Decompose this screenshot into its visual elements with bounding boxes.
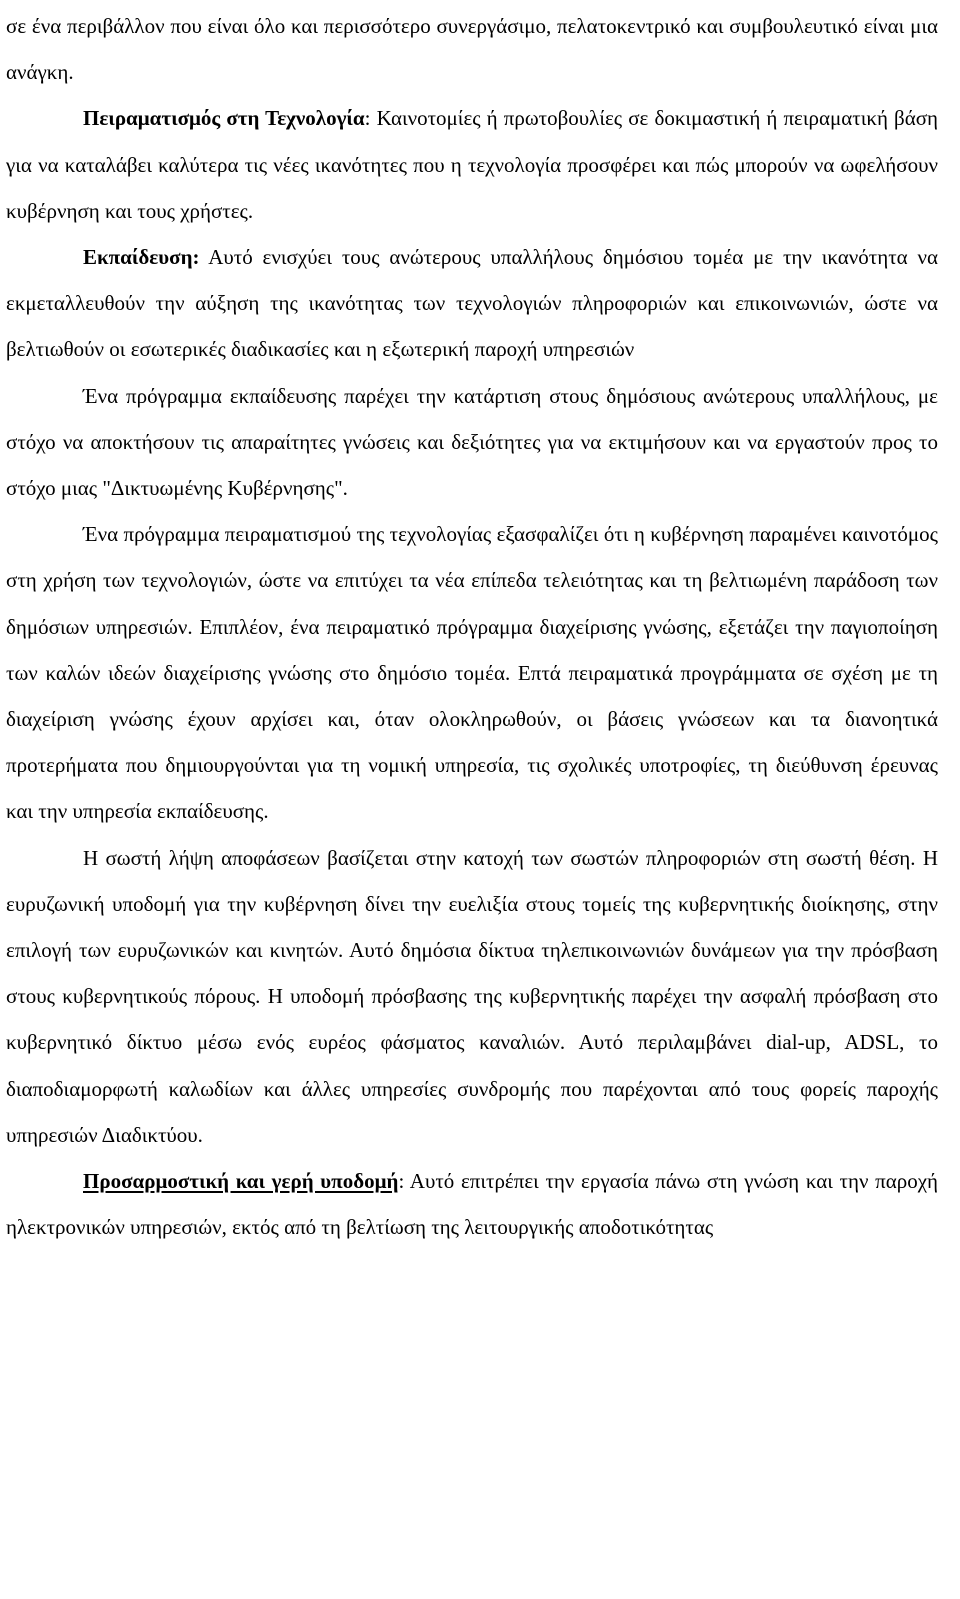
paragraph-technology-experimentation	[6, 95, 938, 234]
paragraph-education-program	[6, 373, 938, 512]
document-page	[6, 3, 938, 1250]
paragraph-text: Η σωστή λήψη αποφάσεων βασίζεται στην κατοχή των σωστών πληροφοριών στη σωστή θέση. Η ευρυζωνική υποδομή για την κυβέρνηση δίνει την ευελιξία στους τομείς της κυβερνητικής διοίκησης, στην επιλογή των ευρυζωνικών και κινητών. Αυτό δημόσια δίκτυα τηλεπικοινωνιών δυνάμεων για την πρόσβαση στους κυβερνητικούς πόρους. Η υποδομή πρόσβασης της κυβερνητικής παρέχει την ασφαλή πρόσβαση στο κυβερνητικό δίκτυο μέσω ενός ευρέος φάσματος καναλιών. Αυτό περιλαμβάνει dial-up, ADSL, το διαποδιαμορφωτή καλωδίων και άλλες υπηρεσίες συνδρομής που παρέχονται από τους φορείς παροχής υπηρεσιών Διαδικτύου.	[6, 845, 938, 1147]
paragraph-text: Ένα πρόγραμμα εκπαίδευσης παρέχει την κατάρτιση στους δημόσιους ανώτερους υπαλλήλους, με στόχο να αποκτήσουν τις απαραίτητες γνώσεις και δεξιότητες για να εκτιμήσουν και να εργαστούν προς το στόχο μιας "Δικτυωμένης Κυβέρνησης".	[6, 383, 938, 501]
paragraph-education	[6, 234, 938, 373]
paragraph-experimentation-program	[6, 511, 938, 834]
term-education: Εκπαίδευση:	[83, 245, 200, 270]
paragraph-text: σε ένα περιβάλλον που είναι όλο και περισσότερο συνεργάσιμο, πελατοκεντρικό και συμβουλευτικό είναι μια ανάγκη.	[6, 14, 938, 85]
paragraph-text: : Καινοτομίες ή πρωτοβουλίες σε δοκιμαστική ή πειραματική βάση για να καταλάβει καλύτερα τις νέες ικανότητες που η τεχνολογία προσφέρει και πώς μπορούν να ωφελήσουν κυβέρνηση και τους χρήστες.	[6, 106, 939, 223]
paragraph-decision-making	[6, 835, 938, 1158]
term-technology-experimentation: Πειραματισμός στη Τεχνολογία	[83, 106, 365, 131]
paragraph-text: : Αυτό επιτρέπει την εργασία πάνω στη γνώση και την παροχή ηλεκτρονικών υπηρεσιών, εκτός από τη βελτίωση της λειτουργικής αποδοτικότητας	[6, 1169, 939, 1240]
paragraph-text: Αυτό ενισχύει τους ανώτερους υπαλλήλους δημόσιου τομέα με την ικανότητα να εκμεταλλευθούν την αύξηση της ικανότητας των τεχνολογιών πληροφοριών και επικοινωνιών, ώστε να βελτιωθούν οι εσωτερικές διαδικασίες και η εξωτερική παροχή υπηρεσιών	[6, 245, 938, 362]
paragraph-adaptive-infrastructure	[6, 1158, 938, 1250]
paragraph-intro-continuation	[6, 3, 938, 95]
term-adaptive-infrastructure: Προσαρμοστική και γερή υποδομή	[83, 1169, 399, 1194]
paragraph-text: Ένα πρόγραμμα πειραματισμού της τεχνολογίας εξασφαλίζει ότι η κυβέρνηση παραμένει καινοτόμος στη χρήση των τεχνολογιών, ώστε να επιτύχει τα νέα επίπεδα τελειότητας και τη βελτιωμένη παράδοση των δημόσιων υπηρεσιών. Επιπλέον, ένα πειραματικό πρόγραμμα διαχείρισης γνώσης, εξετάζει την παγιοποίηση των καλών ιδεών διαχείρισης γνώσης στο δημόσιο τομέα. Επτά πειραματικά προγράμματα σε σχέση με τη διαχείριση γνώσης έχουν αρχίσει και, όταν ολοκληρωθούν, οι βάσεις γνώσεων και τα διανοητικά προτερήματα που δημιουργούνται για τη νομική υπηρεσία, τις σχολικές υποτροφίες, τη διεύθυνση έρευνας και την υπηρεσία εκπαίδευσης.	[6, 522, 938, 824]
